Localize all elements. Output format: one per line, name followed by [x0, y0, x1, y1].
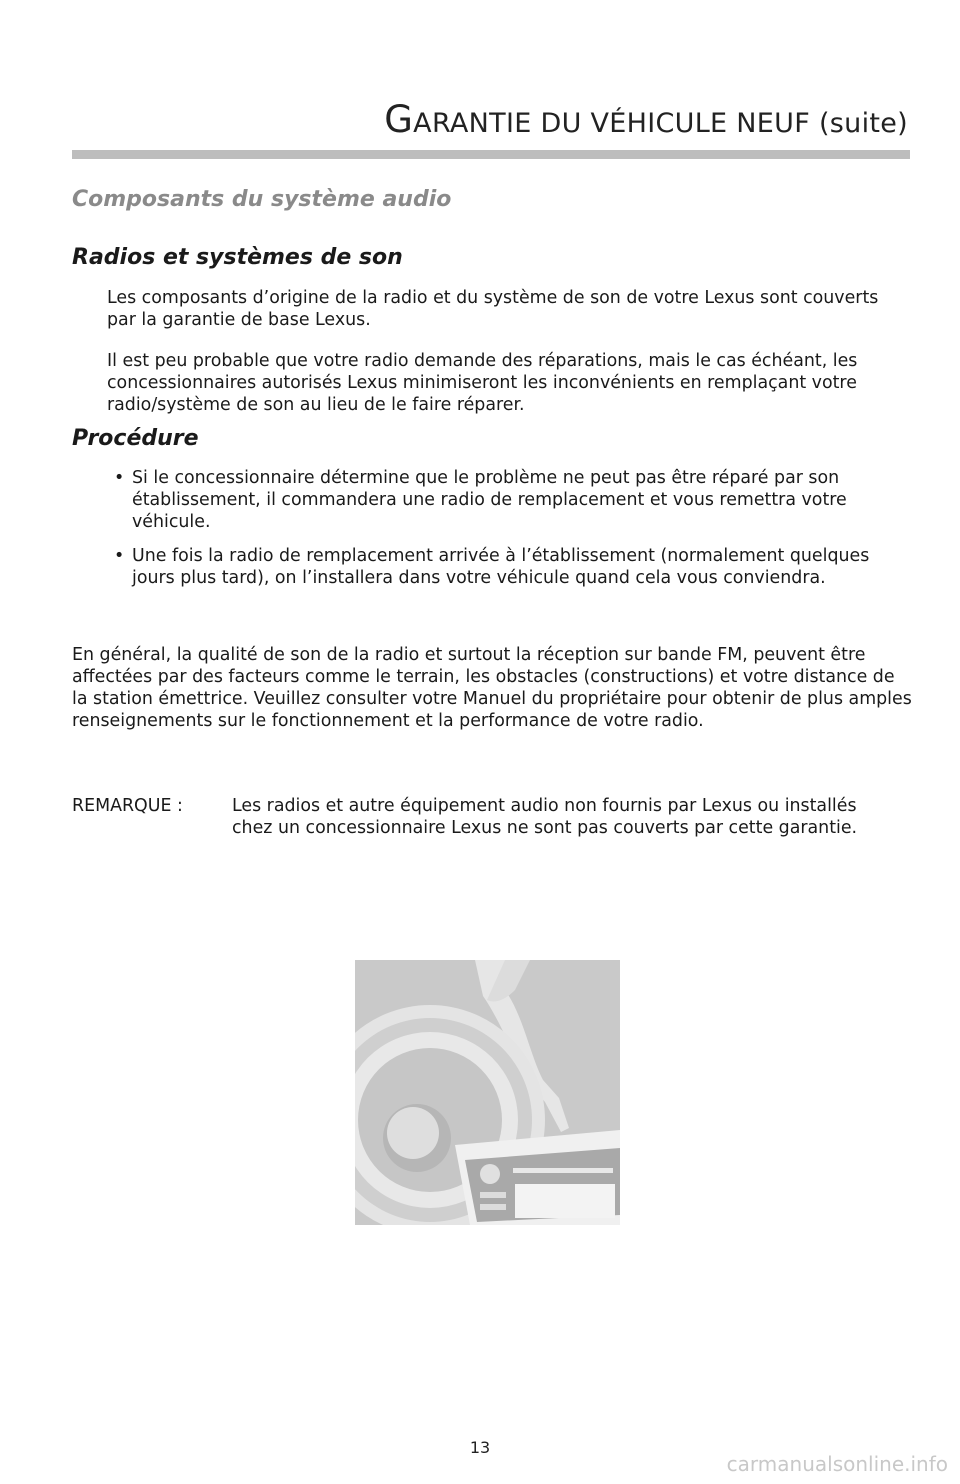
note: [72, 795, 892, 839]
page-title-suffix: (suite): [818, 108, 908, 139]
page-number: 13: [469, 1438, 491, 1457]
bullet-icon: •: [114, 468, 125, 488]
audio-system-illustration-icon: [355, 960, 620, 1225]
page-title-rest: ARANTIE DU VÉHICULE NEUF: [413, 108, 811, 139]
radios-heading: Radios et systèmes de son: [72, 245, 403, 270]
note-text: Les radios et autre équipement audio non fournis par Lexus ou installés chez un concessionnaire Lexus ne sont pas couverts par cette garantie.: [232, 796, 858, 838]
watermark: carmanualsonline.info: [726, 1452, 948, 1476]
radios-paragraph-2: Il est peu probable que votre radio demande des réparations, mais le cas échéant, les concessionnaires autorisés Lexus minimiseront les inconvénients en remplaçant votre radio/système de son au lieu de le faire réparer.: [107, 351, 858, 415]
procedure-heading: Procédure: [72, 426, 199, 451]
procedure-list: [114, 467, 908, 589]
list-item-text: Si le concessionnaire détermine que le problème ne peut pas être réparé par son établissement, il commandera une radio de remplacement et vous remettra votre véhicule.: [132, 468, 847, 532]
section-heading: Composants du système audio: [72, 187, 452, 212]
radios-paragraph-1: Les composants d’origine de la radio et du système de son de votre Lexus sont couverts par la garantie de base Lexus.: [107, 288, 879, 330]
bullet-icon: •: [114, 546, 125, 566]
list-item: [114, 467, 908, 533]
note-label: REMARQUE :: [72, 796, 183, 816]
page-title-initial: G: [384, 98, 414, 141]
header-divider: [72, 150, 910, 159]
list-item-text: Une fois la radio de remplacement arrivée à l’établissement (normalement quelques jours plus tard), on l’installera dans votre véhicule quand cela vous conviendra.: [132, 546, 870, 588]
page-title: [384, 98, 908, 141]
list-item: [114, 545, 908, 589]
general-paragraph: En général, la qualité de son de la radio et surtout la réception sur bande FM, peuvent être affectées par des facteurs comme le terrain, les obstacles (constructions) et votre distance de la station émettrice. Veuillez consulter votre Manuel du propriétaire pour obtenir de plus amples renseignements sur le fonctionnement et la performance de votre radio.: [72, 645, 912, 731]
